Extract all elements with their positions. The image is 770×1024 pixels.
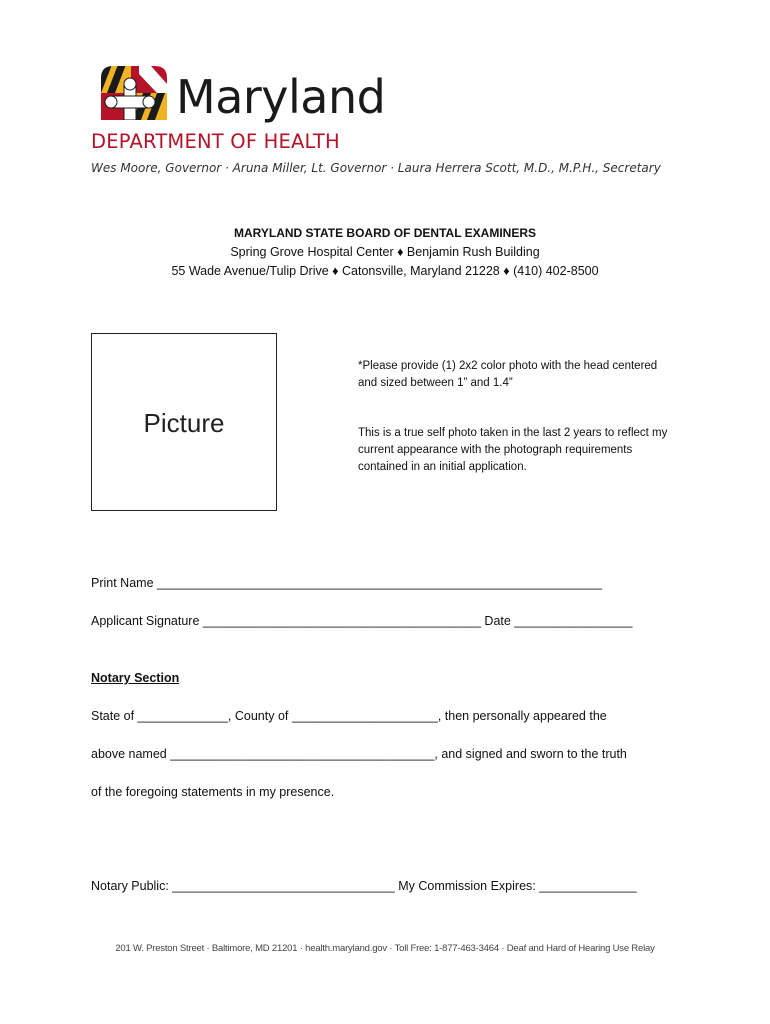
- maryland-flag-logo-icon: [91, 62, 169, 120]
- signature-date-line: Applicant Signature ________________________________________ Date _________________: [91, 614, 633, 628]
- department-name: DEPARTMENT OF HEALTH: [91, 130, 340, 153]
- state-county-line: State of _____________, County of _____________________, then personally appeared the: [91, 709, 607, 723]
- photo-placeholder-label: Picture: [143, 408, 225, 438]
- notary-public-line: Notary Public: ________________________________ My Commission Expires: ______________: [91, 879, 637, 893]
- foregoing-statements-line: of the foregoing statements in my presence.: [91, 785, 335, 799]
- photo-attestation: This is a true self photo taken in the last 2 years to reflect my current appearance with the photograph requirements contained in an initial application.: [358, 427, 668, 473]
- board-address-line2: 55 Wade Avenue/Tulip Drive ♦ Catonsville, Maryland 21228 ♦ (410) 402-8500: [171, 264, 599, 278]
- above-named-line: above named ______________________________________, and signed and sworn to the truth: [91, 747, 627, 761]
- maryland-wordmark: Maryland: [176, 70, 386, 124]
- notary-section-heading: Notary Section: [91, 671, 180, 685]
- officials-line: Wes Moore, Governor · Aruna Miller, Lt. Governor · Laura Herrera Scott, M.D., M.P.H., Secretary: [91, 161, 661, 175]
- photo-box: [91, 333, 277, 511]
- board-title: MARYLAND STATE BOARD OF DENTAL EXAMINERS: [234, 226, 536, 240]
- photo-instruction: *Please provide (1) 2x2 color photo with the head centered and sized between 1” and 1.4”: [358, 360, 658, 389]
- footer-address: 201 W. Preston Street · Baltimore, MD 21201 · health.maryland.gov · Toll Free: 1-877-463-3464 · Deaf and Hard of Hearing Use Relay: [115, 943, 655, 954]
- board-address-line1: Spring Grove Hospital Center ♦ Benjamin Rush Building: [230, 245, 540, 259]
- print-name-line: Print Name ________________________________________________________________: [91, 576, 602, 590]
